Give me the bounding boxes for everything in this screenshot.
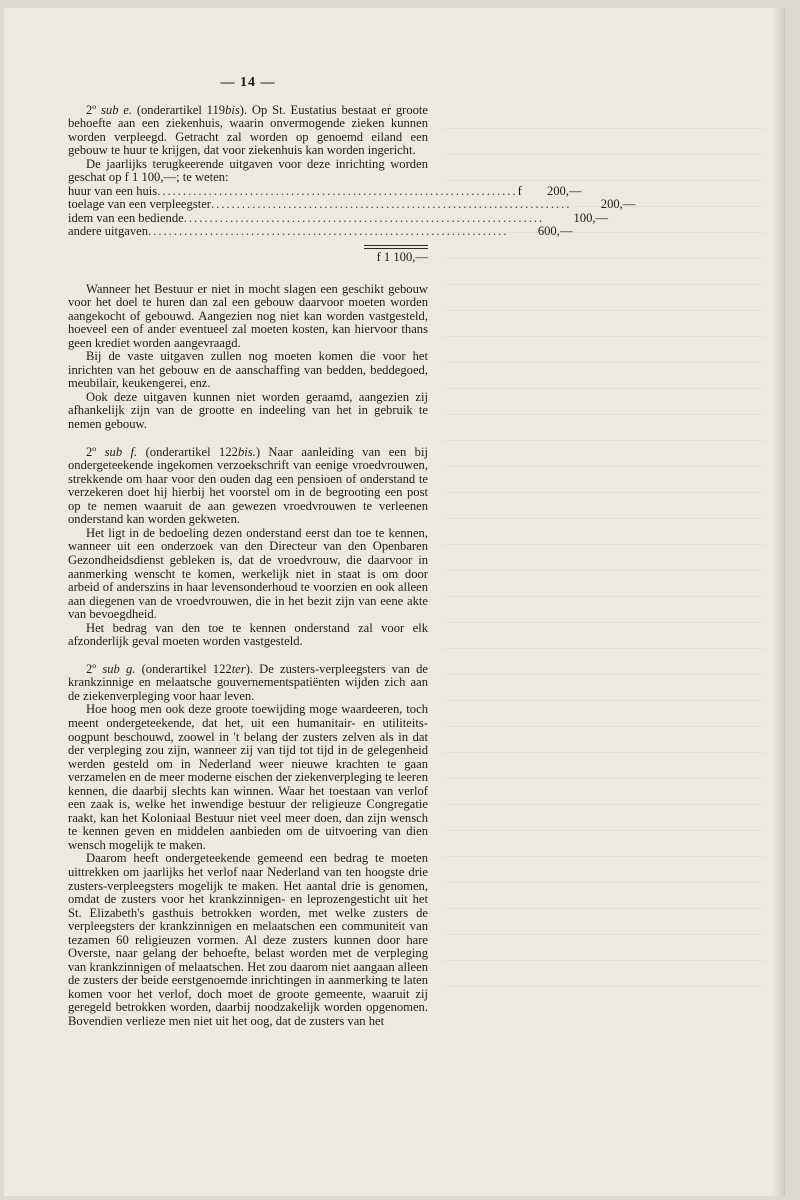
section-f-intro — [68, 446, 428, 527]
section-e-para5: Ook deze uitgaven kunnen niet worden geraamd, aangezien zij afhankelijk zijn van de grootte en indeeling van het in gebruik te nemen gebouw. — [68, 389, 428, 432]
cost-row — [68, 197, 636, 212]
cost-label: andere uitgaven — [68, 224, 149, 239]
section-gap — [68, 432, 428, 446]
cost-table — [68, 183, 636, 265]
cost-amount: 600,— — [537, 224, 573, 239]
leader-dots: ...................................................................... — [148, 224, 509, 239]
section-e-para3: Wanneer het Bestuur er niet in mocht slagen een geschikt gebouw voor het doel te huren dan zal een gebouw daarvoor moeten worden aangekocht of gebouwd. Aangezien nog niet kan worden vastgesteld, hoeveel een of ander eventueel zal moeten kosten, kan hiervoor thans geen krediet worden aangevraagd. — [68, 281, 428, 350]
section-g-text-a: (onderartikel 122 — [135, 661, 232, 676]
section-f-num: 2º — [86, 444, 97, 459]
leader-dots: ...................................................................... — [211, 197, 572, 212]
cost-amount: 200,— — [600, 197, 636, 212]
leader-dots: ...................................................................... — [183, 210, 545, 225]
cost-label: toelage van een verpleegster — [68, 197, 212, 212]
page-content — [68, 75, 636, 1029]
document-page — [4, 8, 785, 1196]
cost-label: huur van een huis — [68, 183, 158, 198]
section-g-para3: Daarom heeft ondergeteekende gemeend een bedrag te moeten uittrekken om jaarlijks het verlof naar Nederland van ten hoogste drie zusters-verpleegsters mogelijk te maken. Het aantal drie is genomen, omdat de zusters voor het krankzinnigen- en leprozengesticht uit het St. Elizabeth's gasthuis betrokken worden, met welke zusters de verpleegsters der krankzinnigen en melaatschen een communiteit van tezamen 60 religieuzen vormen. Al deze zusters kunnen door hare Overste, naar gelang der behoefte, belast worden met de verpleging van krankzinnigen of melaatschen. Het zou daarom niet aangaan alleen de zusters der beide eerstgenoemde inrichtingen in aanmerking te laten komen voor het verlof, doch moet de groote gemeente, waaruit zij geregeld betrokken worden, daarbij noodzakelijk worden opgenomen. Bovendien verlieze men niet uit het oog, dat de zusters van het — [68, 851, 428, 1028]
section-e-sub: sub e. — [101, 102, 133, 117]
cost-label: idem van een bediende — [68, 210, 184, 225]
section-g-para2: Hoe hoog men ook deze groote toewijding moge waardeeren, toch meent ondergeteekende, dat het, uit een humanitair- en utiliteits-oogpunt beschouwd, zoowel in 't belang der zusters zelven als in dat der verpleging zou zijn, wanneer zij van tijd tot tijd in de gelegenheid werden gesteld om in Nederland weer nieuwe krachten te gaan verzamelen en de meer moderne eischen der ziekenverpleging te leeren kennen, die daarbij slechts kan winnen. Waar het toestaan van verlof een zaak is, welke het inwendige bestuur der religieuze Congregatie raakt, kan het Koloniaal Bestuur niet veel meer doen, dan zijn wensch te kennen geven en middelen aanbieden om de uitvoering van dien wensch mogelijk te maken. — [68, 702, 428, 852]
section-e-intro — [68, 104, 428, 158]
page-number: — 14 — — [220, 75, 276, 90]
cost-currency: f — [517, 183, 522, 198]
cost-total: f 1 100,— — [376, 250, 428, 265]
section-g-num: 2º — [86, 661, 97, 676]
section-g-ter: ter — [231, 661, 246, 676]
section-e-num: 2º — [86, 102, 97, 117]
section-e-para4: Bij de vaste uitgaven zullen nog moeten komen die voor het inrichten van het gebouw en de aanschaffing van bedden, beddegoed, meubilair, keukengerei, enz. — [68, 349, 428, 391]
section-gap — [68, 649, 428, 663]
section-e-text-a: (onderartikel 119 — [132, 102, 226, 117]
leader-dots: ...................................................................... — [157, 183, 518, 198]
section-f-para2: Het ligt in de bedoeling dezen onderstand eerst dan toe te kennen, wanneer uit een onderzoek van den Directeur van den Openbaren Gezondheidsdienst gebleken is, dat de vroedvrouw, die daarvoor in aanmerking wenscht te komen, werkelijk niet in staat is om door arbeid of anderszins in haar levensonderhoud te voorzien en ook alleen aan diegenen van de vroedvrouwen, die in het bezit zijn van eene akte van bevoegdheid. — [68, 525, 428, 622]
section-g-intro — [68, 663, 428, 704]
section-e-para2: De jaarlijks terugkeerende uitgaven voor deze inrichting worden geschat op f 1 100,—; te weten: — [68, 156, 428, 185]
section-g-sub: sub g. — [102, 661, 136, 676]
section-f-bis: bis. — [237, 444, 256, 459]
cost-row — [68, 224, 573, 239]
section-e-bis: bis — [225, 102, 240, 117]
bleed-through-texture — [444, 128, 764, 988]
section-f-text-a: (onderartikel 122 — [137, 444, 238, 459]
cost-row — [68, 210, 609, 226]
cost-total-row — [68, 251, 428, 265]
section-f-para3: Het bedrag van den toe te kennen onderstand zal voor elk afzonderlijk geval moeten worden vastgesteld. — [68, 620, 428, 649]
section-e-text-b: ). Op St. Eustatius bestaat er groote behoefte aan een ziekenhuis, waarin onvermogende zieken kunnen worden verpleegd. Getracht zal worden op genoemd eiland een gebouw te huur te krijgen, dat voor ziekenhuis kan worden ingericht. — [68, 102, 428, 158]
section-f-sub: sub f. — [104, 444, 138, 459]
cost-amount: 200,— — [546, 183, 582, 198]
sum-rule-wrap — [68, 245, 428, 249]
sum-rule — [364, 245, 428, 249]
section-g-text-b: ). De zusters-verpleegsters van de krankzinnige en melaatsche gouvernementspatiënten wijden zich aan de ziekenverpleging voor haar leven. — [68, 661, 428, 703]
cost-row — [68, 183, 582, 199]
cost-amount: 100,— — [573, 210, 609, 225]
page-gutter-shadow — [772, 8, 784, 1196]
section-f-text-b: ) Naar aanleiding van een bij ondergeteekende ingekomen verzoekschrift van eenige vroedvrouwen, strekkende om haar voor den ouden dag een pensioen of onderstand te verzekeren doet hij hierbij het voorstel om in de begrooting een post op te nemen waaruit de aan gewezen vroedvrouwen te verleenen onderstand kan worden gekweten. — [68, 444, 428, 527]
